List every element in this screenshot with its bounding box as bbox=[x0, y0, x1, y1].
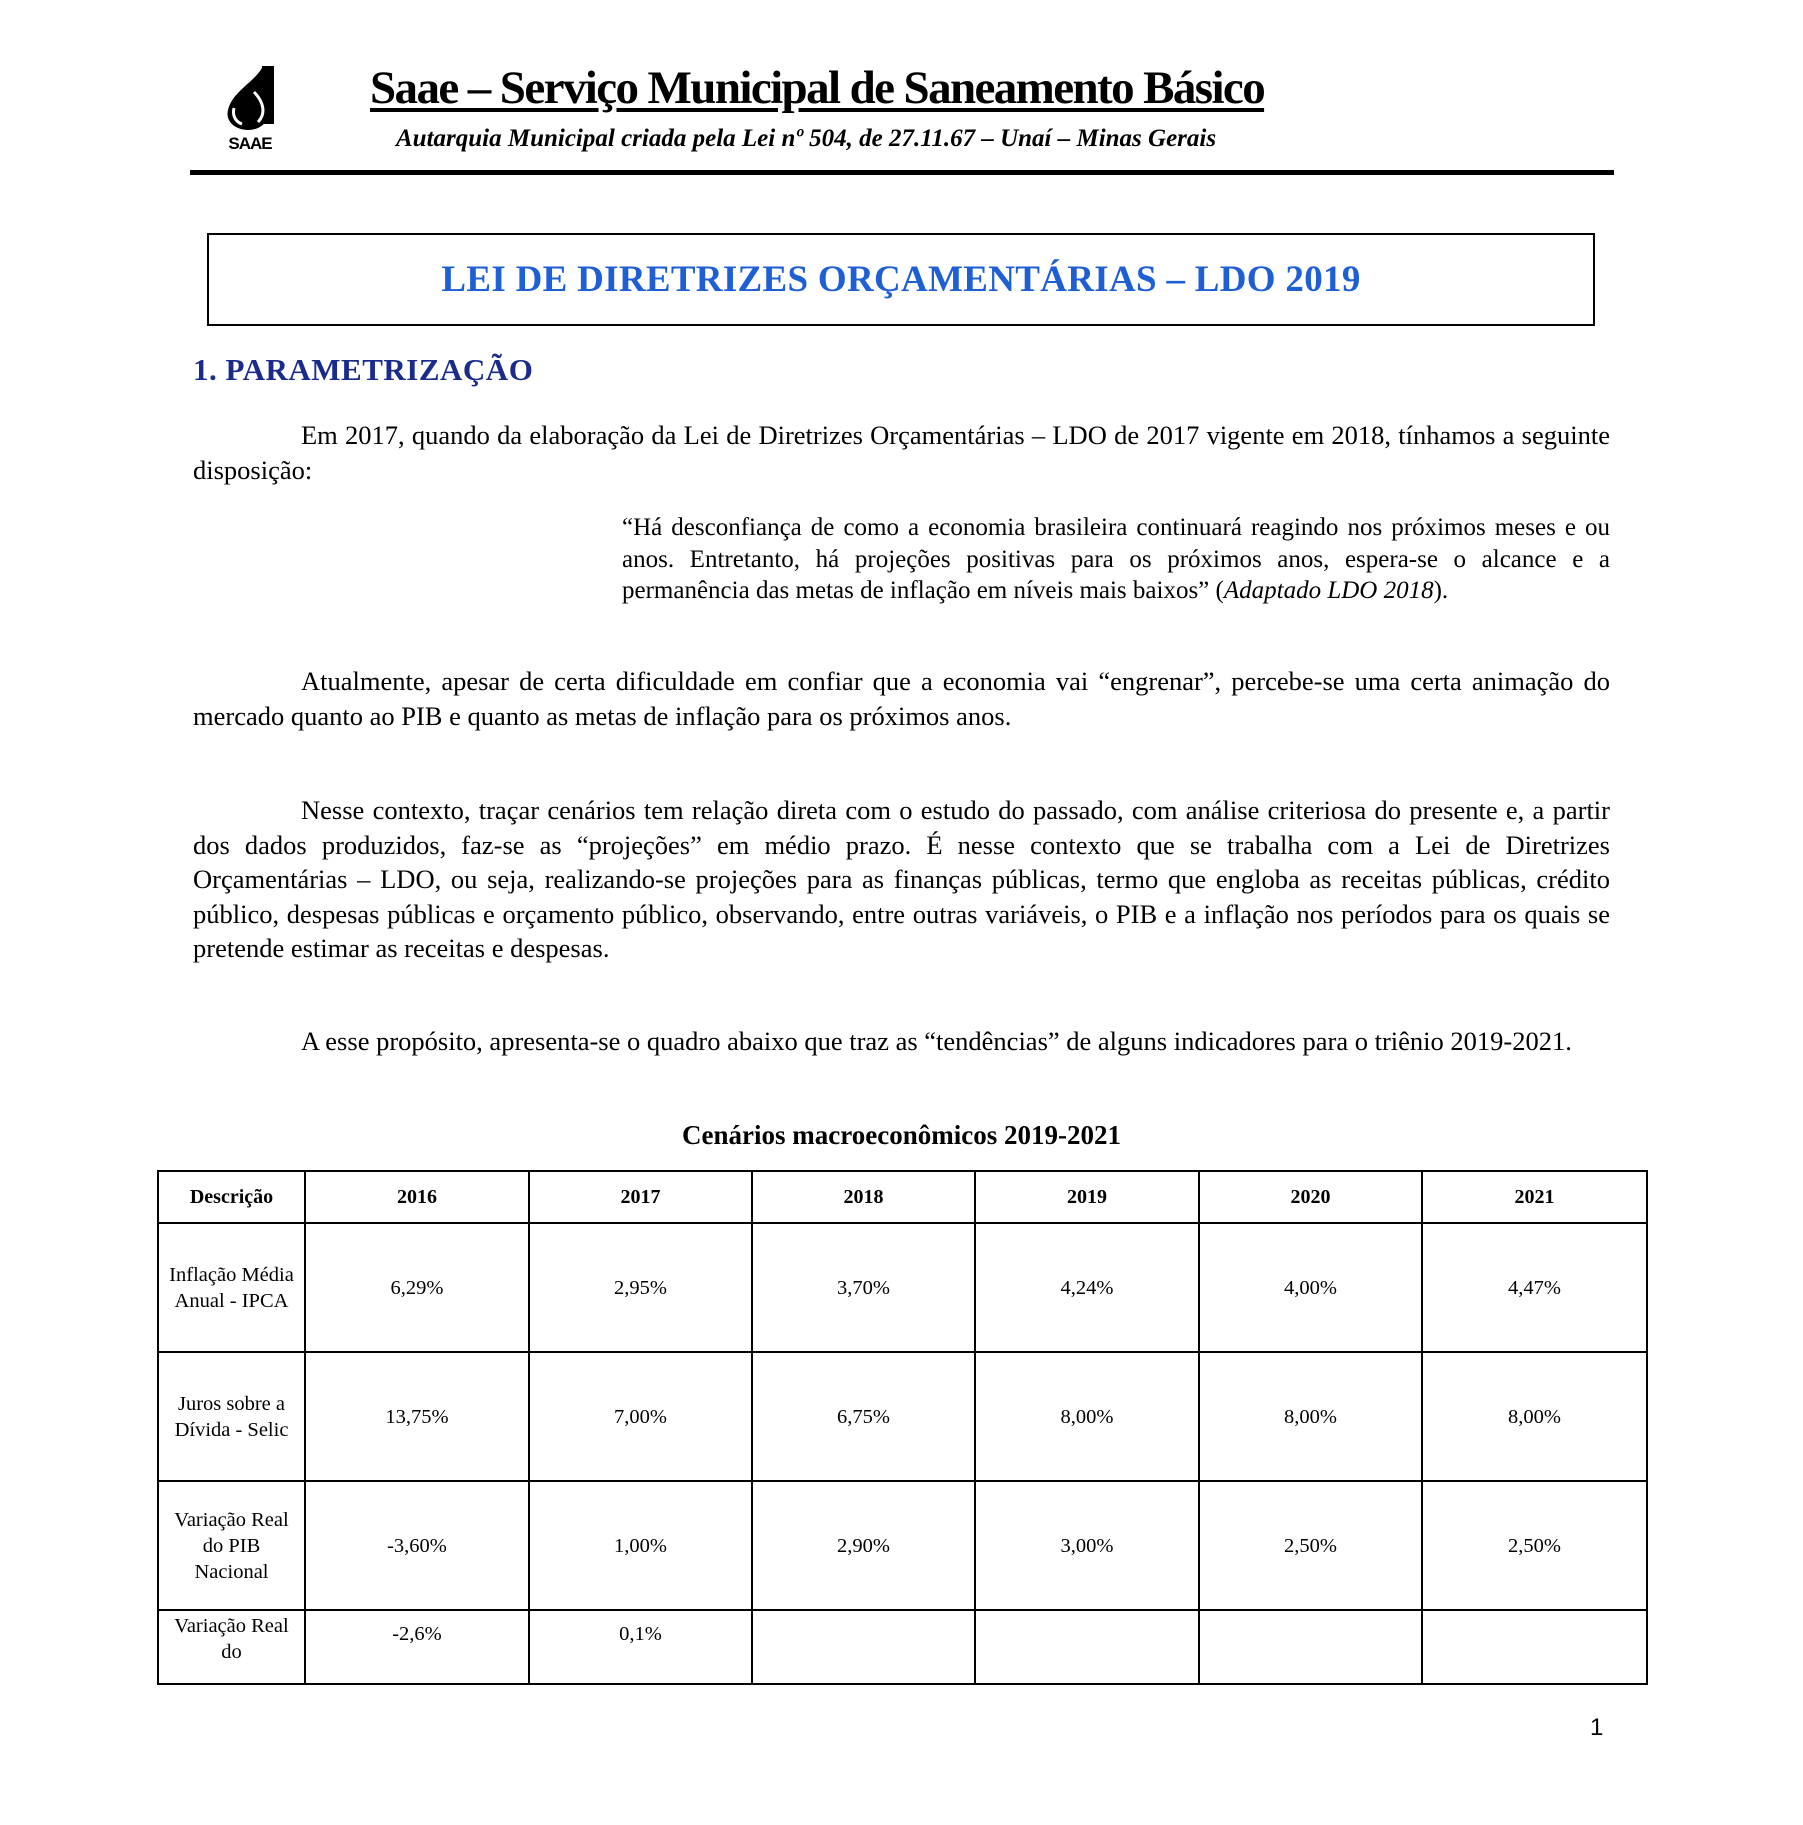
quote-source: Adaptado LDO 2018 bbox=[1223, 577, 1434, 605]
table-cell bbox=[1422, 1610, 1647, 1684]
row-label-cell bbox=[158, 1610, 305, 1684]
paragraph: Nesse contexto, traçar cenários tem relação direta com o estudo do passado, com análise criteriosa do presente e, a partir dos dados produzidos, faz-se as “projeções” em médio prazo. É nesse contexto que se trabalha com a Lei de Diretrizes Orçamentárias – LDO, ou seja, realizando-se projeções para as finanças públicas, termo que engloba as receitas públicas, crédito público, despesas públicas e orçamento público, observando, entre outras variáveis, o PIB e a inflação nos períodos para os quais se pretende estimar as receitas e despesas. bbox=[193, 795, 1610, 963]
header-divider bbox=[190, 170, 1614, 175]
logo-text: SAAE bbox=[228, 134, 272, 152]
table-cell: 3,00% bbox=[975, 1481, 1199, 1610]
column-header: 2020 bbox=[1199, 1171, 1422, 1223]
table-cell: 6,75% bbox=[752, 1352, 975, 1481]
table-cell bbox=[305, 1610, 529, 1684]
column-header: 2019 bbox=[975, 1171, 1199, 1223]
table-cell: 8,00% bbox=[1422, 1352, 1647, 1481]
quote-closing: ). bbox=[1433, 577, 1449, 605]
column-header: Descrição bbox=[158, 1171, 305, 1223]
table-title: Cenários macroeconômicos 2019-2021 bbox=[682, 1120, 1121, 1150]
paragraph: Atualmente, apesar de certa dificuldade em confiar que a economia vai “engrenar”, percebe-se uma certa animação do mercado quanto ao PIB e quanto as metas de inflação para os próximos anos. bbox=[193, 666, 1610, 731]
table-cell: 2,50% bbox=[1199, 1481, 1422, 1610]
organization-subtitle: Autarquia Municipal criada pela Lei nº 504, de 27.11.67 – Unaí – Minas Gerais bbox=[396, 125, 1217, 152]
table-cell: 2,95% bbox=[529, 1223, 752, 1352]
row-label: Variação Real do PIB Nacional bbox=[158, 1481, 305, 1610]
table-cell: 7,00% bbox=[529, 1352, 752, 1481]
paragraph: Em 2017, quando da elaboração da Lei de Diretrizes Orçamentárias – LDO de 2017 vigente em 2018, tínhamos a seguinte disposição: bbox=[193, 420, 1610, 485]
document-title: LEI DE DIRETRIZES ORÇAMENTÁRIAS – LDO 2019 bbox=[441, 259, 1361, 300]
paragraph: A esse propósito, apresenta-se o quadro abaixo que traz as “tendências” de alguns indicadores para o triênio 2019-2021. bbox=[301, 1026, 1572, 1056]
section-heading: 1. PARAMETRIZAÇÃO bbox=[193, 352, 534, 387]
cell-value bbox=[1200, 1611, 1421, 1683]
table-header-row bbox=[158, 1171, 1647, 1223]
table-row bbox=[158, 1352, 1647, 1481]
table-cell: 6,29% bbox=[305, 1223, 529, 1352]
row-label: Juros sobre a Dívida - Selic bbox=[158, 1352, 305, 1481]
table-cell: 2,90% bbox=[752, 1481, 975, 1610]
block-quote bbox=[622, 512, 1610, 607]
column-header: 2017 bbox=[529, 1171, 752, 1223]
row-label: Inflação Média Anual - IPCA bbox=[158, 1223, 305, 1352]
cell-value: 0,1% bbox=[619, 1623, 662, 1645]
cell-value: -2,6% bbox=[392, 1623, 442, 1645]
table-cell bbox=[975, 1610, 1199, 1684]
cell-value bbox=[976, 1611, 1198, 1683]
column-header: 2018 bbox=[752, 1171, 975, 1223]
column-header: 2016 bbox=[305, 1171, 529, 1223]
table-cell: 2,50% bbox=[1422, 1481, 1647, 1610]
table-cell: 4,24% bbox=[975, 1223, 1199, 1352]
table-cell bbox=[1199, 1610, 1422, 1684]
table-cell: 13,75% bbox=[305, 1352, 529, 1481]
table-row bbox=[158, 1223, 1647, 1352]
table-cell bbox=[752, 1610, 975, 1684]
column-header: 2021 bbox=[1422, 1171, 1647, 1223]
table-cell: 3,70% bbox=[752, 1223, 975, 1352]
cell-value bbox=[1423, 1611, 1646, 1683]
cell-value bbox=[753, 1611, 974, 1683]
document-title-box bbox=[207, 233, 1595, 326]
row-label: Variação Real do bbox=[174, 1615, 289, 1663]
page-number: 1 bbox=[1590, 1714, 1604, 1741]
table-row bbox=[158, 1481, 1647, 1610]
saae-logo-icon bbox=[214, 62, 286, 152]
organization-title: Saae – Serviço Municipal de Saneamento Básico bbox=[370, 62, 1265, 114]
table-cell: 8,00% bbox=[975, 1352, 1199, 1481]
table-cell: 4,00% bbox=[1199, 1223, 1422, 1352]
quote-text: “Há desconfiança de como a economia brasileira continuará reagindo nos próximos meses e ou anos. Entretanto, há projeções positivas para os próximos anos, espera-se o alcance e a permanência das metas de inflação em níveis mais baixos” ( bbox=[622, 514, 1610, 605]
table-cell: -3,60% bbox=[305, 1481, 529, 1610]
table-cell: 4,47% bbox=[1422, 1223, 1647, 1352]
table-row bbox=[158, 1610, 1647, 1684]
table-cell: 8,00% bbox=[1199, 1352, 1422, 1481]
table-cell bbox=[529, 1610, 752, 1684]
macroeconomic-scenarios-table bbox=[157, 1170, 1648, 1685]
table-cell: 1,00% bbox=[529, 1481, 752, 1610]
